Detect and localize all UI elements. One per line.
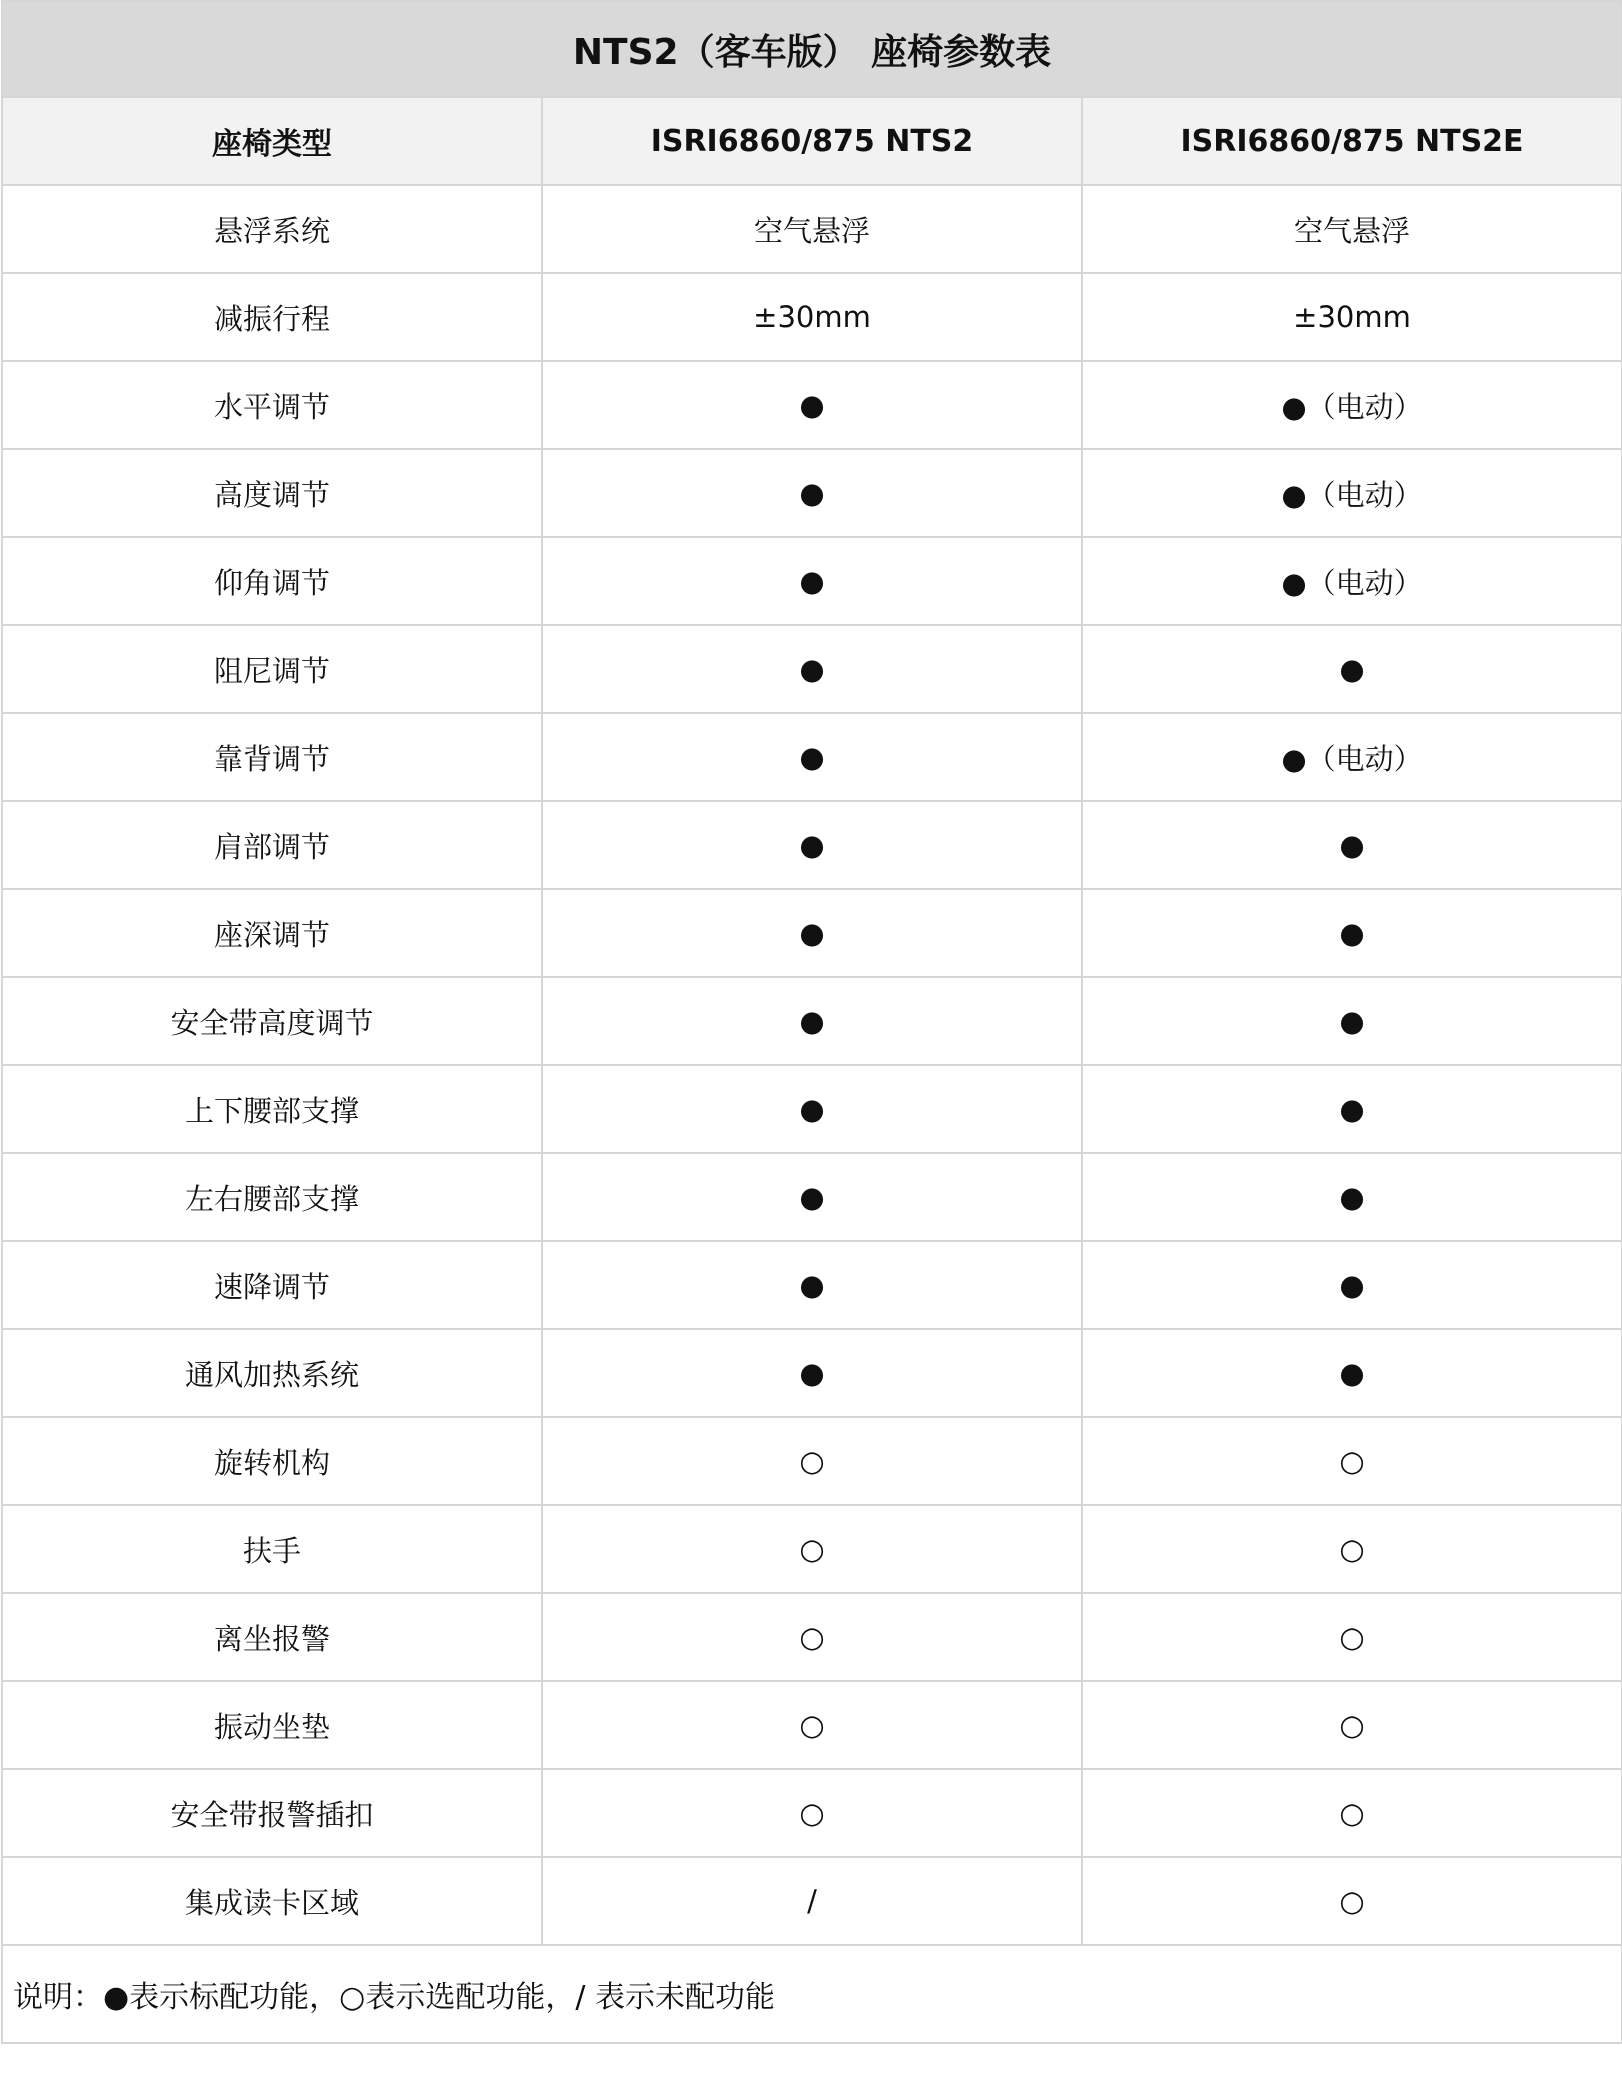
nts2e-value: ● (1082, 625, 1622, 713)
legend-note: 说明：●表示标配功能，○表示选配功能，/ 表示未配功能 (2, 1945, 1622, 2043)
nts2-value: ● (542, 1241, 1082, 1329)
nts2-value: ○ (542, 1593, 1082, 1681)
nts2e-value: ●（电动） (1082, 361, 1622, 449)
table-row (2, 713, 1622, 801)
feature-name: 安全带高度调节 (2, 977, 542, 1065)
feature-name: 旋转机构 (2, 1417, 542, 1505)
feature-name: 扶手 (2, 1505, 542, 1593)
nts2e-value: 空气悬浮 (1082, 185, 1622, 273)
table-row (2, 1329, 1622, 1417)
title-row (2, 1, 1622, 97)
table-row (2, 273, 1622, 361)
nts2e-value: ○ (1082, 1505, 1622, 1593)
table-title: NTS2（客车版） 座椅参数表 (2, 1, 1622, 97)
feature-name: 振动坐垫 (2, 1681, 542, 1769)
nts2e-value: ○ (1082, 1857, 1622, 1945)
nts2-value: ● (542, 1153, 1082, 1241)
nts2e-value: ○ (1082, 1593, 1622, 1681)
table-row (2, 1593, 1622, 1681)
feature-name: 上下腰部支撑 (2, 1065, 542, 1153)
nts2-value: ● (542, 361, 1082, 449)
feature-name: 水平调节 (2, 361, 542, 449)
nts2-value: ● (542, 889, 1082, 977)
feature-name: 速降调节 (2, 1241, 542, 1329)
nts2-value: ● (542, 625, 1082, 713)
spec-table (1, 0, 1622, 2044)
table-row (2, 625, 1622, 713)
nts2-value: ○ (542, 1505, 1082, 1593)
nts2e-value: ● (1082, 1153, 1622, 1241)
header-nts2e: ISRI6860/875 NTS2E (1082, 97, 1622, 185)
feature-name: 高度调节 (2, 449, 542, 537)
feature-name: 座深调节 (2, 889, 542, 977)
nts2-value: ● (542, 1065, 1082, 1153)
table-row (2, 1241, 1622, 1329)
table-row (2, 1417, 1622, 1505)
nts2e-value: ○ (1082, 1681, 1622, 1769)
note-row (2, 1945, 1622, 2043)
table-row (2, 801, 1622, 889)
nts2-value: ● (542, 801, 1082, 889)
nts2e-value: ● (1082, 801, 1622, 889)
feature-name: 靠背调节 (2, 713, 542, 801)
nts2e-value: ○ (1082, 1417, 1622, 1505)
table-row (2, 1065, 1622, 1153)
feature-name: 离坐报警 (2, 1593, 542, 1681)
header-seat-type: 座椅类型 (2, 97, 542, 185)
feature-name: 安全带报警插扣 (2, 1769, 542, 1857)
nts2-value: ○ (542, 1417, 1082, 1505)
nts2e-value: ±30mm (1082, 273, 1622, 361)
nts2e-value: ● (1082, 1065, 1622, 1153)
nts2-value: 空气悬浮 (542, 185, 1082, 273)
table-row (2, 889, 1622, 977)
table-row (2, 1153, 1622, 1241)
nts2-value: ● (542, 1329, 1082, 1417)
nts2-value: ● (542, 977, 1082, 1065)
table-row (2, 1505, 1622, 1593)
feature-name: 通风加热系统 (2, 1329, 542, 1417)
nts2-value: ● (542, 713, 1082, 801)
nts2-value: ±30mm (542, 273, 1082, 361)
nts2-value: ○ (542, 1769, 1082, 1857)
table-row (2, 1681, 1622, 1769)
nts2e-value: ● (1082, 977, 1622, 1065)
feature-name: 肩部调节 (2, 801, 542, 889)
feature-name: 仰角调节 (2, 537, 542, 625)
nts2e-value: ○ (1082, 1769, 1622, 1857)
table-row (2, 361, 1622, 449)
header-row (2, 97, 1622, 185)
feature-name: 减振行程 (2, 273, 542, 361)
nts2e-value: ● (1082, 1241, 1622, 1329)
table-row (2, 977, 1622, 1065)
nts2e-value: ●（电动） (1082, 537, 1622, 625)
nts2-value: ● (542, 449, 1082, 537)
feature-name: 悬浮系统 (2, 185, 542, 273)
nts2-value: / (542, 1857, 1082, 1945)
nts2e-value: ●（电动） (1082, 449, 1622, 537)
table-row (2, 537, 1622, 625)
nts2e-value: ●（电动） (1082, 713, 1622, 801)
header-nts2: ISRI6860/875 NTS2 (542, 97, 1082, 185)
table-row (2, 449, 1622, 537)
nts2e-value: ● (1082, 889, 1622, 977)
nts2-value: ● (542, 537, 1082, 625)
table-row (2, 185, 1622, 273)
feature-name: 阻尼调节 (2, 625, 542, 713)
feature-name: 集成读卡区域 (2, 1857, 542, 1945)
feature-name: 左右腰部支撑 (2, 1153, 542, 1241)
nts2-value: ○ (542, 1681, 1082, 1769)
table-row (2, 1769, 1622, 1857)
table-row (2, 1857, 1622, 1945)
nts2e-value: ● (1082, 1329, 1622, 1417)
